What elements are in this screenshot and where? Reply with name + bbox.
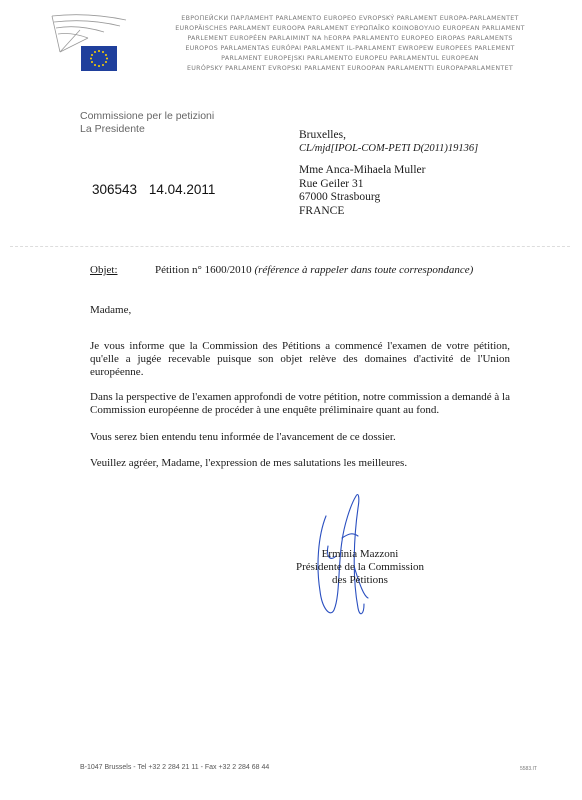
signatory-block	[290, 548, 430, 587]
footer-code: 5583.IT	[520, 766, 537, 772]
petition-number: Pétition n° 1600/2010	[155, 264, 255, 276]
parliament-names-line: EUROPOS PARLAMENTAS EURÓPAI PARLAMENT IL-PARLAMENT EWROPEW EUROPEES PARLEMENT	[185, 45, 515, 52]
place: Bruxelles,	[299, 129, 346, 141]
parliament-names-line: EURÓPSKY PARLAMENT EVROPSKI PARLAMENT EUROOPAN PARLAMENTTI EUROPAPARLAMENTET	[186, 65, 514, 72]
footer-address: B-1047 Brussels - Tel +32 2 284 21 11 - Fax +32 2 284 68 44	[80, 764, 270, 771]
european-parliament-logo	[48, 12, 132, 76]
paragraph: Je vous informe que la Commission des Pétitions a commencé l'examen de votre pétition, qu'elle a jugée recevable puisque son objet relève des domaines d'activité de l'Union européenne.	[90, 340, 510, 379]
parliament-names	[150, 14, 550, 74]
registration-stamp	[92, 182, 215, 197]
sender-block	[80, 110, 214, 136]
recipient-city: 67000 Strasbourg	[299, 191, 381, 203]
recipient-country: FRANCE	[299, 204, 345, 217]
parliament-names-line: PARLEMENT EUROPÉEN PARLAIMINT NA hEORPA PARLAMENTO EUROPEO EIROPAS PARLAMENTS	[187, 35, 513, 42]
parliament-names-line: PARLAMENT EUROPEJSKI PARLAMENTO EUROPEU PARLAMENTUL EUROPEAN	[221, 55, 479, 62]
signatory-title: Présidente de la Commission	[295, 561, 424, 573]
committee-name: Commissione per le petizioni	[80, 110, 215, 122]
eu-flag-icon	[81, 46, 117, 71]
signatory-title: des Pétitions	[332, 574, 388, 586]
place-and-reference	[299, 128, 478, 156]
paragraph: Veuillez agréer, Madame, l'expression de mes salutations les meilleures.	[90, 457, 408, 469]
subject-label: Objet:	[90, 264, 118, 276]
subject-line	[90, 264, 474, 276]
recipient-name: Mme Anca-Mihaela Muller	[299, 164, 426, 176]
recipient-street: Rue Geiler 31	[299, 177, 364, 190]
fold-line	[10, 246, 570, 247]
parliament-names-line: ЕВРОПЕЙСКИ ПАРЛАМЕНТ PARLAMENTO EUROPEO EVROPSKÝ PARLAMENT EUROPA-PARLAMENTET	[181, 15, 519, 22]
signatory-name: Erminia Mazzoni	[321, 548, 399, 560]
reference-note: (référence à rappeler dans toute correspondance)	[254, 264, 474, 276]
stamp-number: 306543	[92, 182, 138, 197]
sender-role: La Presidente	[80, 123, 145, 135]
reference-number: CL/mjd[IPOL-COM-PETI D(2011)19136]	[299, 143, 479, 154]
paragraph: Vous serez bien entendu tenu informée de l'avancement de ce dossier.	[90, 431, 396, 443]
parliament-names-line: EUROPÄISCHES PARLAMENT EUROOPA PARLAMENT ΕΥΡΩΠΑΪΚΟ ΚΟΙΝΟΒΟΥΛΙΟ EUROPEAN PARLIAMENT	[175, 25, 525, 32]
recipient-address	[299, 164, 425, 218]
stamp-date: 14.04.2011	[148, 182, 216, 197]
subject-text	[155, 264, 473, 276]
paragraph: Dans la perspective de l'examen approfondi de votre pétition, notre commission a demandé à la Commission européenne de procéder à une enquête préliminaire quant au fond.	[90, 391, 510, 417]
salutation: Madame,	[90, 304, 132, 316]
